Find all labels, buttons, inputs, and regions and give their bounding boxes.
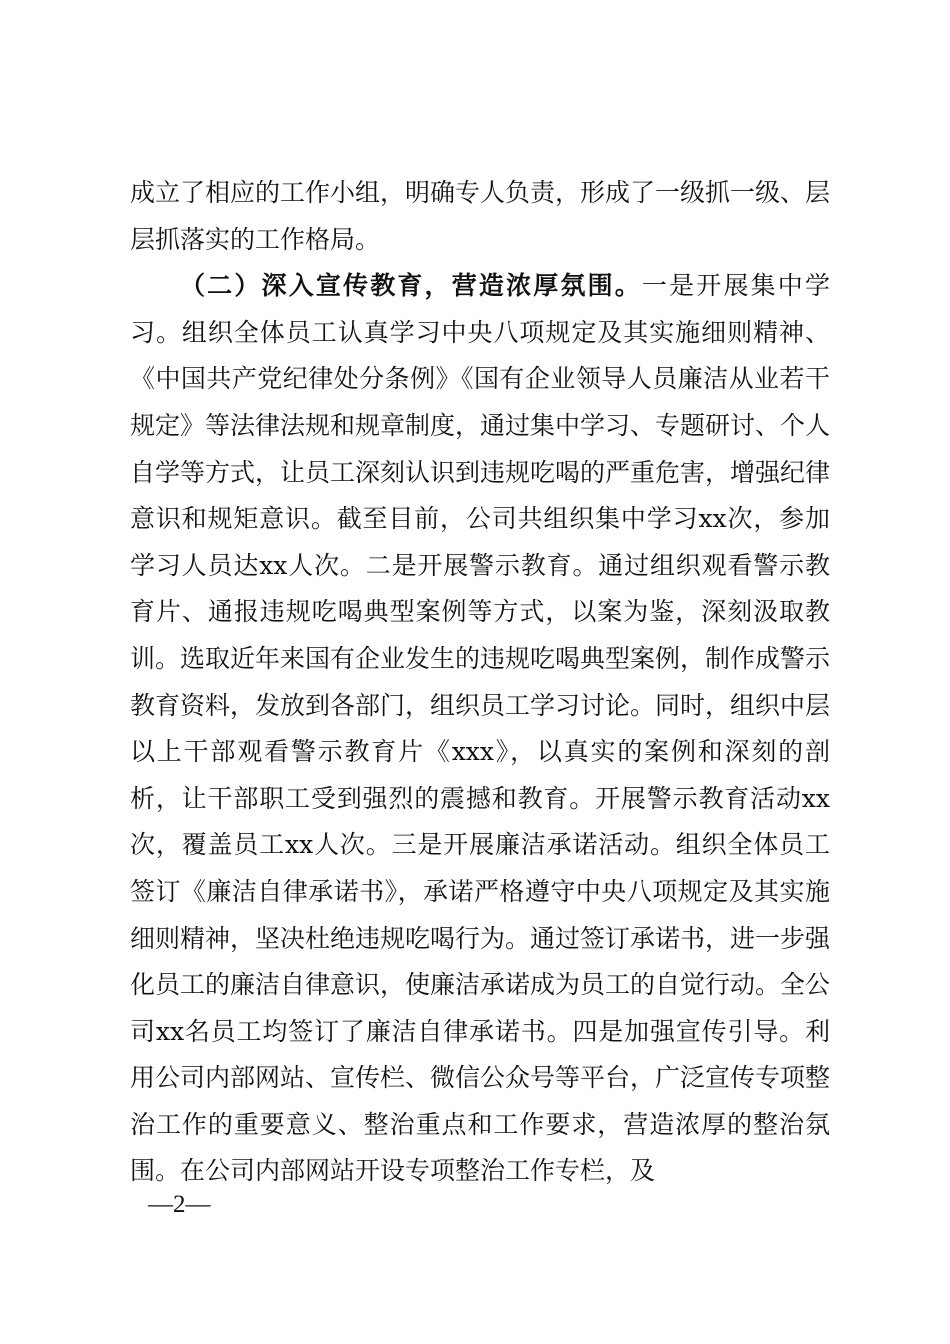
section-body: 一是开展集中学习。组织全体员工认真学习中央八项规定及其实施细则精神、《中国共产党纪律处分条例》《国有企业领导人员廉洁从业若干规定》等法律法规和规章制度，通过集中学习、专题研讨、个人自学等方式，让员工深刻认识到违规吃喝的严重危害，增强纪律意识和规矩意识。截至目前，公司共组织集中学习xx次，参加学习人员达xx人次。二是开展警示教育。通过组织观看警示教育片、通报违规吃喝典型案例等方式，以案为鉴，深刻汲取教训。选取近年来国有企业发生的违规吃喝典型案例，制作成警示教育资料，发放到各部门，组织员工学习讨论。同时，组织中层以上干部观看警示教育片《xxx》，以真实的案例和深刻的剖析，让干部职工受到强烈的震撼和教育。开展警示教育活动xx次，覆盖员工xx人次。三是开展廉洁承诺活动。组织全体员工签订《廉洁自律承诺书》，承诺严格遵守中央八项规定及其实施细则精神，坚决杜绝违规吃喝行为。通过签订承诺书，进一步强化员工的廉洁自律意识，使廉洁承诺成为员工的自觉行动。全公司xx名员工均签订了廉洁自律承诺书。四是加强宣传引导。利用公司内部网站、宣传栏、微信公众号等平台，广泛宣传专项整治工作的重要意义、整治重点和工作要求，营造浓厚的整治氛围。在公司内部网站开设专项整治工作专栏，及 bbox=[130, 271, 831, 1186]
paragraph-continued-text: 成立了相应的工作小组，明确专人负责，形成了一级抓一级、层层抓落实的工作格局。 bbox=[130, 178, 831, 254]
section-heading: （二）深入宣传教育，营造浓厚氛围。 bbox=[180, 271, 642, 301]
paragraph-continued bbox=[130, 170, 830, 263]
paragraph-section-two bbox=[130, 263, 830, 1195]
body-text bbox=[130, 170, 830, 1195]
page-number: —2— bbox=[148, 1191, 211, 1218]
